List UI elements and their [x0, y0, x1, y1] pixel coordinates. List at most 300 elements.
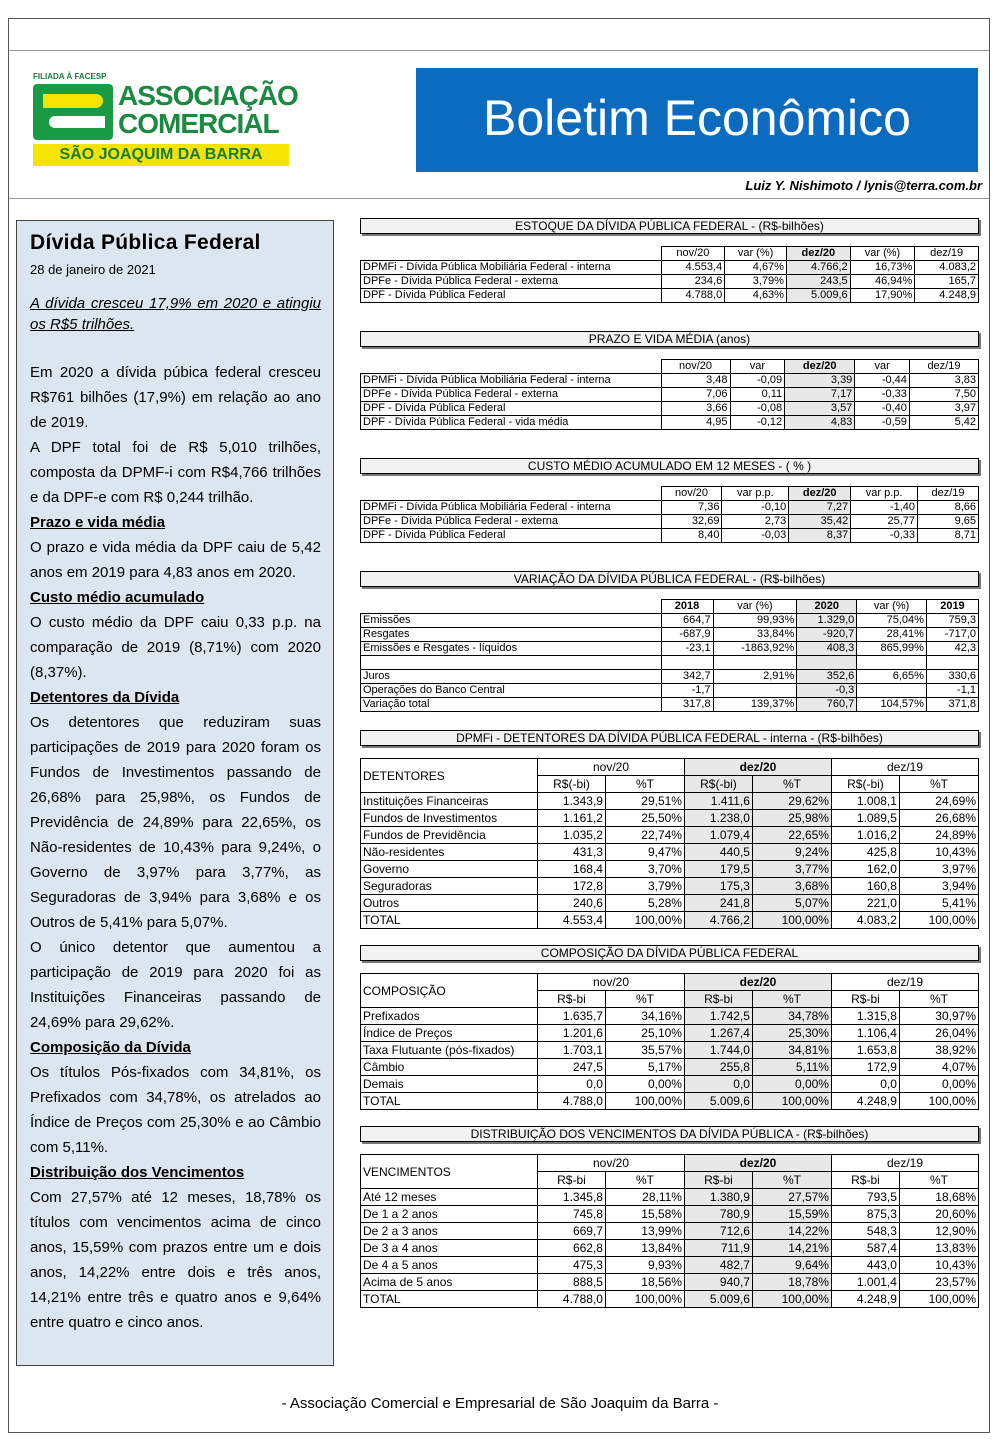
row-label: DPFe - Dívida Pública Federal - externa	[361, 275, 662, 289]
article-paragraph: Os detentores que reduziram suas participações de 2019 para 2020 foram os Fundos de Investimentos passando de 26,68% para 25,98%, os Fundos de Previdência de 24,89% para 22,65%, os Não-residentes de 10,43% para 9,24%, o Governo de 3,97% para 3,77%, as Seguradoras de 3,94% para 3,68% e os Outros de 5,41% para 5,07%.	[30, 714, 321, 931]
cell-value: 1.411,6	[684, 793, 752, 810]
cell-value: 13,84%	[605, 1240, 684, 1257]
table-row	[361, 529, 979, 543]
cell-value: 1.008,1	[831, 793, 899, 810]
cell-value: 3,97%	[899, 861, 978, 878]
cell-value: 0,11	[730, 388, 785, 402]
cell-value: 475,3	[538, 1257, 606, 1274]
table-row	[361, 1291, 979, 1308]
cell-value: 4.788,0	[538, 1291, 606, 1308]
cell-value: 27,57%	[752, 1189, 831, 1206]
article-date: 28 de janeiro de 2021	[30, 262, 156, 277]
cell-value: 100,00%	[899, 912, 978, 929]
table-row	[361, 1008, 979, 1025]
cell-value: 1.106,4	[831, 1025, 899, 1042]
cell-value: 5,17%	[605, 1059, 684, 1076]
row-label: DPF - Dívida Pública Federal	[361, 529, 662, 543]
cell-value: 99,93%	[713, 614, 797, 628]
cell-value: 25,10%	[605, 1025, 684, 1042]
cell-value: -920,7	[797, 628, 857, 642]
row-label: TOTAL	[361, 1291, 538, 1308]
table-row	[361, 642, 979, 656]
table-row	[361, 388, 979, 402]
row-label: Juros	[361, 670, 662, 684]
cell-value: 7,06	[661, 388, 730, 402]
cell-value: 1.635,7	[538, 1008, 606, 1025]
table-row	[361, 670, 979, 684]
cell-value: 888,5	[538, 1274, 606, 1291]
cell-value: 160,8	[831, 878, 899, 895]
row-label: Fundos de Previdência	[361, 827, 538, 844]
cell-value: 342,7	[661, 670, 713, 684]
column-header: 2018	[661, 600, 713, 614]
subcolumn-header: %T	[899, 991, 978, 1008]
table-header-row	[361, 1155, 979, 1172]
cell-value: 241,8	[684, 895, 752, 912]
cell-value: 0,00%	[899, 1076, 978, 1093]
table-row	[361, 698, 979, 712]
table-row	[361, 416, 979, 430]
cell-value: -717,0	[926, 628, 978, 642]
row-label: Instituições Financeiras	[361, 793, 538, 810]
cell-value: 4,95	[661, 416, 730, 430]
cell-value: -0,59	[855, 416, 910, 430]
data-table	[360, 973, 979, 1110]
row-label: De 3 a 4 anos	[361, 1240, 538, 1257]
cell-value: 100,00%	[752, 1291, 831, 1308]
table-header-row	[361, 600, 979, 614]
column-header: dez/20	[786, 247, 850, 261]
row-label: DPF - Dívida Pública Federal - vida média	[361, 416, 662, 430]
table-header-row	[361, 759, 979, 776]
column-header: var	[855, 360, 910, 374]
cell-value: 4.766,2	[786, 261, 850, 275]
cell-value: 1.703,1	[538, 1042, 606, 1059]
column-header: nov/20	[661, 360, 730, 374]
table-row	[361, 1059, 979, 1076]
cell-value: 26,04%	[899, 1025, 978, 1042]
cell-value: 179,5	[684, 861, 752, 878]
cell-value: 1.343,9	[538, 793, 606, 810]
column-header: 2020	[797, 600, 857, 614]
cell-value: 425,8	[831, 844, 899, 861]
table-section	[360, 945, 979, 1110]
cell-value: 4.553,4	[538, 912, 606, 929]
cell-value: 25,50%	[605, 810, 684, 827]
cell-value: 3,97	[909, 402, 978, 416]
cell-value: 13,83%	[899, 1240, 978, 1257]
cell-value: 25,98%	[752, 810, 831, 827]
cell-value: 443,0	[831, 1257, 899, 1274]
cell-value: 100,00%	[899, 1291, 978, 1308]
cell-value: 8,37	[789, 529, 851, 543]
table-header-row	[361, 974, 979, 991]
row-label	[361, 656, 662, 670]
cell-value: 6,65%	[857, 670, 927, 684]
cell-value: 9,47%	[605, 844, 684, 861]
cell-value: 172,8	[538, 878, 606, 895]
row-header: COMPOSIÇÃO	[361, 974, 538, 1008]
cell-value: 1.744,0	[684, 1042, 752, 1059]
table-row	[361, 895, 979, 912]
cell-value: -0,33	[855, 388, 910, 402]
cell-value: 24,69%	[899, 793, 978, 810]
subcolumn-header: R$-bi	[538, 991, 606, 1008]
cell-value: 4.248,9	[831, 1093, 899, 1110]
cell-value: 42,3	[926, 642, 978, 656]
cell-value: 4.083,2	[831, 912, 899, 929]
cell-value: 759,3	[926, 614, 978, 628]
cell-value: 8,66	[918, 501, 979, 515]
row-label: DPMFi - Dívida Pública Mobiliária Federal - interna	[361, 261, 662, 275]
cell-value: -0,08	[730, 402, 785, 416]
cell-value: 100,00%	[605, 1093, 684, 1110]
row-label: DPF - Dívida Pública Federal	[361, 289, 662, 303]
row-label: Governo	[361, 861, 538, 878]
cell-value: 3,48	[661, 374, 730, 388]
subcolumn-header: R$-bi	[684, 991, 752, 1008]
cell-value: 3,79%	[605, 878, 684, 895]
subcolumn-header: %T	[899, 1172, 978, 1189]
cell-value: -0,33	[851, 529, 918, 543]
period-header: dez/19	[831, 974, 978, 991]
cell-value: 4,67%	[725, 261, 787, 275]
cell-value: 3,79%	[725, 275, 787, 289]
data-table	[360, 758, 979, 929]
cell-value: 38,92%	[899, 1042, 978, 1059]
cell-value: 34,78%	[752, 1008, 831, 1025]
article-paragraph: O prazo e vida média da DPF caiu de 5,42 anos em 2019 para 4,83 anos em 2020.	[30, 539, 321, 581]
column-header: var (%)	[725, 247, 787, 261]
cell-value: 14,21%	[752, 1240, 831, 1257]
cell-value: 33,84%	[713, 628, 797, 642]
bulletin-banner: Boletim Econômico	[416, 68, 978, 172]
cell-value: 865,99%	[857, 642, 927, 656]
table-row	[361, 1223, 979, 1240]
table-row	[361, 275, 979, 289]
table-title: CUSTO MÉDIO ACUMULADO EM 12 MESES - ( % )	[360, 458, 979, 474]
cell-value: 7,50	[909, 388, 978, 402]
cell-value: 100,00%	[605, 912, 684, 929]
article-title: Dívida Pública Federal	[30, 231, 261, 254]
row-label: DPF - Dívida Pública Federal	[361, 402, 662, 416]
cell-value	[797, 656, 857, 670]
cell-value: 25,30%	[752, 1025, 831, 1042]
column-header: var (%)	[713, 600, 797, 614]
cell-value: 23,57%	[899, 1274, 978, 1291]
row-label: DPFe - Dívida Pública Federal - externa	[361, 515, 662, 529]
column-header: dez/19	[909, 360, 978, 374]
cell-value: 1.345,8	[538, 1189, 606, 1206]
cell-value: 1.653,8	[831, 1042, 899, 1059]
column-header: nov/20	[661, 247, 725, 261]
data-table	[360, 599, 979, 712]
row-label: Não-residentes	[361, 844, 538, 861]
column-header: var	[730, 360, 785, 374]
article-paragraph: O custo médio da DPF caiu 0,33 p.p. na comparação de 2019 (8,71%) com 2020 (8,37%).	[30, 614, 321, 681]
cell-value: 29,51%	[605, 793, 684, 810]
period-header: dez/19	[831, 759, 978, 776]
table-row	[361, 614, 979, 628]
cell-value: 5.009,6	[786, 289, 850, 303]
data-table	[360, 486, 979, 543]
cell-value: -1,7	[661, 684, 713, 698]
cell-value: 3,70%	[605, 861, 684, 878]
row-label: DPFe - Dívida Pública Federal - externa	[361, 388, 662, 402]
table-row	[361, 844, 979, 861]
cell-value: -1,40	[851, 501, 918, 515]
table-section	[360, 458, 979, 543]
cell-value: 5,41%	[899, 895, 978, 912]
column-header: var (%)	[857, 600, 927, 614]
column-header: dez/20	[785, 360, 855, 374]
subcolumn-header: R$(-bi)	[831, 776, 899, 793]
cell-value: -23,1	[661, 642, 713, 656]
table-row	[361, 1240, 979, 1257]
row-header: VENCIMENTOS	[361, 1155, 538, 1189]
cell-value: 712,6	[684, 1223, 752, 1240]
article-paragraph: Em 2020 a dívida púbica federal cresceu R$761 bilhões (17,9%) em relação ao ano de 2019.	[30, 364, 321, 431]
cell-value: 18,78%	[752, 1274, 831, 1291]
cell-value: 165,7	[915, 275, 979, 289]
cell-value: 75,04%	[857, 614, 927, 628]
cell-value: 4.083,2	[915, 261, 979, 275]
header-blank	[361, 360, 662, 374]
cell-value: 12,90%	[899, 1223, 978, 1240]
cell-value: 22,74%	[605, 827, 684, 844]
cell-value: 711,9	[684, 1240, 752, 1257]
row-label: Outros	[361, 895, 538, 912]
table-title: PRAZO E VIDA MÉDIA (anos)	[360, 331, 979, 347]
cell-value: 0,00%	[605, 1076, 684, 1093]
cell-value: 240,6	[538, 895, 606, 912]
table-title: DPMFi - DETENTORES DA DÍVIDA PÚBLICA FEDERAL - interna - (R$-bilhões)	[360, 730, 979, 746]
table-row	[361, 1274, 979, 1291]
table-row	[361, 261, 979, 275]
cell-value: 1.035,2	[538, 827, 606, 844]
logo-filiada: FILIADA À FACESP	[33, 72, 107, 81]
cell-value: 4.766,2	[684, 912, 752, 929]
table-row	[361, 793, 979, 810]
cell-value: 317,8	[661, 698, 713, 712]
cell-value: 30,97%	[899, 1008, 978, 1025]
article-paragraph: Com 27,57% até 12 meses, 18,78% os títulos com vencimentos acima de cinco anos, 15,59% com prazos entre um e dois anos, 14,22% entre dois e três anos, 14,21% entre três e quatro anos e 9,64% entre quatro e cinco anos.	[30, 1189, 321, 1331]
cell-value: 352,6	[797, 670, 857, 684]
cell-value: 100,00%	[752, 1093, 831, 1110]
row-label: Câmbio	[361, 1059, 538, 1076]
row-label: Demais	[361, 1076, 538, 1093]
cell-value: 745,8	[538, 1206, 606, 1223]
logo-line1: ASSOCIAÇÃO	[118, 80, 298, 111]
cell-value: 3,68%	[752, 878, 831, 895]
row-label: Até 12 meses	[361, 1189, 538, 1206]
subcolumn-header: %T	[899, 776, 978, 793]
cell-value: 2,91%	[713, 670, 797, 684]
cell-value	[661, 656, 713, 670]
column-header: 2019	[926, 600, 978, 614]
cell-value: 24,89%	[899, 827, 978, 844]
row-label: De 4 a 5 anos	[361, 1257, 538, 1274]
row-header: DETENTORES	[361, 759, 538, 793]
column-header: dez/19	[915, 247, 979, 261]
period-header: nov/20	[538, 974, 685, 991]
article-paragraph: A DPF total foi de R$ 5,010 trilhões, composta da DPMF-i com R$4,766 trilhões e da DPF-e com R$ 0,244 trilhão.	[30, 439, 321, 506]
cell-value: 8,71	[918, 529, 979, 543]
table-header-row	[361, 247, 979, 261]
cell-value: 18,68%	[899, 1189, 978, 1206]
subcolumn-header: R$-bi	[684, 1172, 752, 1189]
cell-value: 0,0	[684, 1076, 752, 1093]
cell-value: 35,57%	[605, 1042, 684, 1059]
cell-value: -0,09	[730, 374, 785, 388]
logo-line2: COMERCIAL	[118, 108, 279, 139]
column-header: var p.p.	[722, 487, 789, 501]
cell-value: 139,37%	[713, 698, 797, 712]
row-label: Variação total	[361, 698, 662, 712]
cell-value: 172,9	[831, 1059, 899, 1076]
table-section	[360, 218, 979, 303]
cell-value: 548,3	[831, 1223, 899, 1240]
cell-value: 9,65	[918, 515, 979, 529]
cell-value: 4.788,0	[538, 1093, 606, 1110]
table-section	[360, 331, 979, 430]
row-label: TOTAL	[361, 912, 538, 929]
cell-value: -0,12	[730, 416, 785, 430]
cell-value: 32,69	[661, 515, 722, 529]
cell-value: 3,83	[909, 374, 978, 388]
section-heading-custo: Custo médio acumulado	[30, 589, 205, 606]
cell-value	[926, 656, 978, 670]
tables-column	[360, 218, 979, 1308]
cell-value: 100,00%	[752, 912, 831, 929]
cell-value: 940,7	[684, 1274, 752, 1291]
header-blank	[361, 247, 662, 261]
footer-text: - Associação Comercial e Empresarial de São Joaquim da Barra -	[281, 1395, 719, 1412]
cell-value: 780,9	[684, 1206, 752, 1223]
cell-value: 104,57%	[857, 698, 927, 712]
cell-value: 4.248,9	[831, 1291, 899, 1308]
table-title: COMPOSIÇÃO DA DÍVIDA PÚBLICA FEDERAL	[360, 945, 979, 961]
table-title: DISTRIBUIÇÃO DOS VENCIMENTOS DA DÍVIDA PÚBLICA - (R$-bilhões)	[360, 1126, 979, 1142]
cell-value: 669,7	[538, 1223, 606, 1240]
article-paragraph: Os títulos Pós-fixados com 34,81%, os Prefixados com 34,78%, os atrelados ao Índice de Preços com 25,30% e ao Câmbio com 5,11%.	[30, 1064, 321, 1156]
cell-value: 100,00%	[899, 1093, 978, 1110]
header-blank	[361, 487, 662, 501]
row-label: DPMFi - Dívida Pública Mobiliária Federal - interna	[361, 501, 662, 515]
period-header: nov/20	[538, 1155, 685, 1172]
table-row	[361, 1093, 979, 1110]
section-heading-distribuicao: Distribuição dos Vencimentos	[30, 1164, 245, 1181]
section-heading-prazo: Prazo e vida média	[30, 514, 166, 531]
cell-value: 175,3	[684, 878, 752, 895]
column-header: var (%)	[850, 247, 915, 261]
cell-value: 10,43%	[899, 1257, 978, 1274]
cell-value: 26,68%	[899, 810, 978, 827]
row-label: De 1 a 2 anos	[361, 1206, 538, 1223]
cell-value: 29,62%	[752, 793, 831, 810]
cell-value: 22,65%	[752, 827, 831, 844]
cell-value: 793,5	[831, 1189, 899, 1206]
row-label: Operações do Banco Central	[361, 684, 662, 698]
cell-value: 34,16%	[605, 1008, 684, 1025]
header-divider	[9, 198, 989, 199]
column-header: nov/20	[661, 487, 722, 501]
subcolumn-header: %T	[752, 991, 831, 1008]
table-row	[361, 1025, 979, 1042]
table-row	[361, 1076, 979, 1093]
cell-value: 20,60%	[899, 1206, 978, 1223]
cell-value: 14,22%	[752, 1223, 831, 1240]
top-divider	[9, 50, 989, 51]
cell-value: -1,1	[926, 684, 978, 698]
cell-value: 243,5	[786, 275, 850, 289]
table-section	[360, 730, 979, 929]
row-label: De 2 a 3 anos	[361, 1223, 538, 1240]
column-header: dez/20	[789, 487, 851, 501]
cell-value: 16,73%	[850, 261, 915, 275]
row-label: Prefixados	[361, 1008, 538, 1025]
table-row	[361, 374, 979, 388]
author-credit: Luiz Y. Nishimoto / lynis@terra.com.br	[745, 178, 982, 193]
cell-value: 3,77%	[752, 861, 831, 878]
cell-value: 1.267,4	[684, 1025, 752, 1042]
cell-value: 662,8	[538, 1240, 606, 1257]
logo-line3: SÃO JOAQUIM DA BARRA	[33, 144, 289, 166]
cell-value: -0,03	[722, 529, 789, 543]
row-label: Resgates	[361, 628, 662, 642]
table-row	[361, 1189, 979, 1206]
cell-value: 440,5	[684, 844, 752, 861]
cell-value	[713, 656, 797, 670]
cell-value: 15,59%	[752, 1206, 831, 1223]
row-label: Taxa Flutuante (pós-fixados)	[361, 1042, 538, 1059]
cell-value: 875,3	[831, 1206, 899, 1223]
cell-value: 664,7	[661, 614, 713, 628]
table-title: VARIAÇÃO DA DÍVIDA PÚBLICA FEDERAL - (R$-bilhões)	[360, 571, 979, 587]
table-row	[361, 628, 979, 642]
cell-value: 431,3	[538, 844, 606, 861]
cell-value: 35,42	[789, 515, 851, 529]
subcolumn-header: R$-bi	[831, 991, 899, 1008]
period-header: dez/19	[831, 1155, 978, 1172]
cell-value: 247,5	[538, 1059, 606, 1076]
table-row	[361, 912, 979, 929]
table-row	[361, 289, 979, 303]
cell-value: 1.016,2	[831, 827, 899, 844]
cell-value: 587,4	[831, 1240, 899, 1257]
cell-value: 2,73	[722, 515, 789, 529]
data-table	[360, 1154, 979, 1308]
subcolumn-header: R$(-bi)	[684, 776, 752, 793]
cell-value: -687,9	[661, 628, 713, 642]
cell-value: 1.161,2	[538, 810, 606, 827]
cell-value: 5,28%	[605, 895, 684, 912]
cell-value: 255,8	[684, 1059, 752, 1076]
table-row	[361, 501, 979, 515]
cell-value: 4,07%	[899, 1059, 978, 1076]
cell-value: 18,56%	[605, 1274, 684, 1291]
table-row	[361, 827, 979, 844]
cell-value: 5,42	[909, 416, 978, 430]
cell-value: 100,00%	[605, 1291, 684, 1308]
association-logo	[30, 70, 298, 170]
subcolumn-header: %T	[605, 991, 684, 1008]
cell-value: 371,8	[926, 698, 978, 712]
table-row	[361, 1042, 979, 1059]
article-column	[16, 220, 334, 1366]
article-paragraph: O único detentor que aumentou a participação de 2019 para 2020 foi as Instituições Financeiras passando de 24,69% para 29,62%.	[30, 939, 321, 1031]
cell-value: -0,44	[855, 374, 910, 388]
